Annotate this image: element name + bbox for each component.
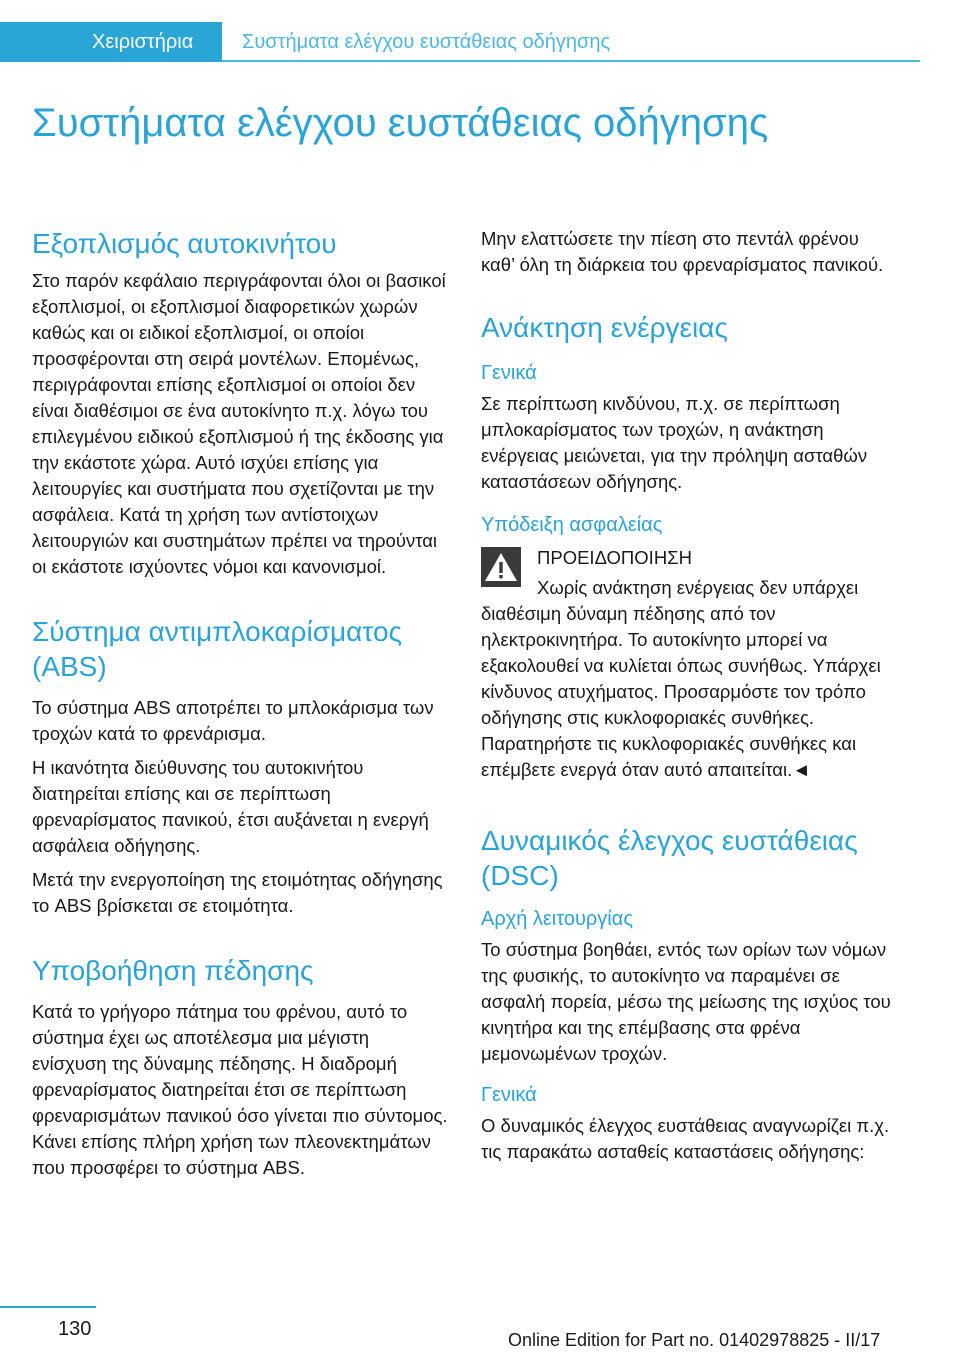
abs-paragraph-2: Η ικανότητα διεύθυνσης του αυτοκινήτου διατηρείται επίσης και σε περίπτωση φρεναρίσματος πανικού, έτσι αυξάνεται η ενεργή ασφάλεια οδήγησης. [32, 757, 429, 856]
brake-intro-text: Μην ελαττώσετε την πίεση στο πεντάλ φρένου καθ’ όλη τη διάρκεια του φρεναρίσματος πανικού. [481, 228, 884, 275]
energy-general-heading: Γενικά [481, 362, 537, 384]
page-number: 130 [58, 1318, 92, 1340]
footer-divider [0, 1306, 96, 1308]
safety-note-heading: Υπόδειξη ασφαλείας [481, 514, 663, 536]
header-divider [222, 60, 920, 62]
left-column [32, 226, 448, 1181]
section-tab[interactable]: Συστήματα ελέγχου ευστάθειας οδήγησης [242, 31, 611, 53]
right-column [481, 226, 897, 1165]
warning-text-first-line: Χωρίς ανάκτηση ενέργειας δεν υπάρχει [537, 577, 859, 598]
edition-note: Online Edition for Part no. 01402978825 - II/17 [508, 1330, 881, 1350]
dsc-general-heading: Γενικά [481, 1084, 537, 1106]
warning-title: ΠΡΟΕΙΔΟΠΟΙΗΣΗ [537, 547, 692, 568]
energy-general-text: Σε περίπτωση κινδύνου, π.χ. σε περίπτωση μπλοκαρίσματος των τροχών, η ανάκτηση ενέργειας μειώνεται, για την πρόληψη ασταθών καταστάσεων οδήγησης. [481, 393, 868, 492]
warning-triangle-icon [481, 547, 521, 587]
brake-assist-heading: Υποβοήθηση πέδησης [32, 955, 314, 986]
warning-text: διαθέσιμη δύναμη πέδησης από τον ηλεκτροκινητήρα. Το αυτοκίνητο μπορεί να εξακολουθεί να κυλίεται όπως συνήθως. Υπάρχει κίνδυνος ατυχήματος. Προσαρμόστε τον τρόπο οδήγησης στις κυκλοφοριακές συνθήκες. Παρατηρήστε τις κυκλοφοριακές συνθήκες και επέμβετε ενεργά όταν αυτό απαιτείται.◄ [481, 603, 881, 780]
abs-heading: Σύστημα αντιμπλοκαρίσματος (ABS) [32, 616, 403, 682]
warning-block [481, 545, 897, 783]
dsc-heading: Δυναμικός έλεγχος ευστάθειας (DSC) [481, 825, 858, 891]
page-title: Συστήματα ελέγχου ευστάθειας οδήγησης [32, 101, 769, 145]
chapter-tab[interactable]: Χειριστήρια [0, 22, 222, 62]
header-bar [0, 22, 920, 62]
energy-recovery-heading: Ανάκτηση ενέργειας [481, 312, 728, 343]
dsc-principle-text: Το σύστημα βοηθάει, εντός των ορίων των νόμων της φυσικής, το αυτοκίνητο να παραμένει σε ασφαλή πορεία, μέσω της μείωσης της ισχύος του κινητήρα και της επέμβασης στα φρένα μεμονωμένων τροχών. [481, 939, 891, 1064]
dsc-general-text: Ο δυναμικός έλεγχος ευστάθειας αναγνωρίζει π.χ. τις παρακάτω ασταθείς καταστάσεις οδήγησης: [481, 1115, 890, 1162]
equipment-text: Στο παρόν κεφάλαιο περιγράφονται όλοι οι βασικοί εξοπλισμοί, οι εξοπλισμοί διαφορετικών χωρών καθώς και οι ειδικοί εξοπλισμοί, οι οποίοι προσφέρονται στη σειρά μοντέλων. Επομένως, περιγράφονται επίσης εξοπλισμοί οι οποίοι δεν είναι διαθέσιμοι σε ένα αυτοκίνητο π.χ. λόγω του επιλεγμένου ειδικού εξοπλισμού ή της έκδοσης για την εκάστοτε χώρα. Αυτό ισχύει επίσης για λειτουργίες και συστήματα που σχετίζονται με την ασφάλεια. Κατά τη χρήση των αντίστοιχων λειτουργιών και συστημάτων πρέπει να τηρούνται οι εκάστοτε ισχύοντες νόμοι και κανονισμοί. [32, 270, 446, 577]
brake-assist-text: Κατά το γρήγορο πάτημα του φρένου, αυτό το σύστημα έχει ως αποτέλεσμα μια μέγιστη ενίσχυση της δύναμης πέδησης. Η διαδρομή φρεναρίσματος διατηρείται έτσι σε περίπτωση φρεναρισμάτων πανικού όσο γίνεται πιο σύντομος. Κάνει επίσης πλήρη χρήση των πλεονεκτημάτων που προσφέρει το σύστημα ABS. [32, 1001, 448, 1178]
abs-paragraph-1: Το σύστημα ABS αποτρέπει το μπλοκάρισμα των τροχών κατά το φρενάρισμα. [32, 697, 434, 744]
abs-paragraph-3: Μετά την ενεργοποίηση της ετοιμότητας οδήγησης το ABS βρίσκεται σε ετοιμότητα. [32, 869, 443, 916]
equipment-heading: Εξοπλισμός αυτοκινήτου [32, 228, 337, 259]
dsc-principle-heading: Αρχή λειτουργίας [481, 908, 633, 930]
